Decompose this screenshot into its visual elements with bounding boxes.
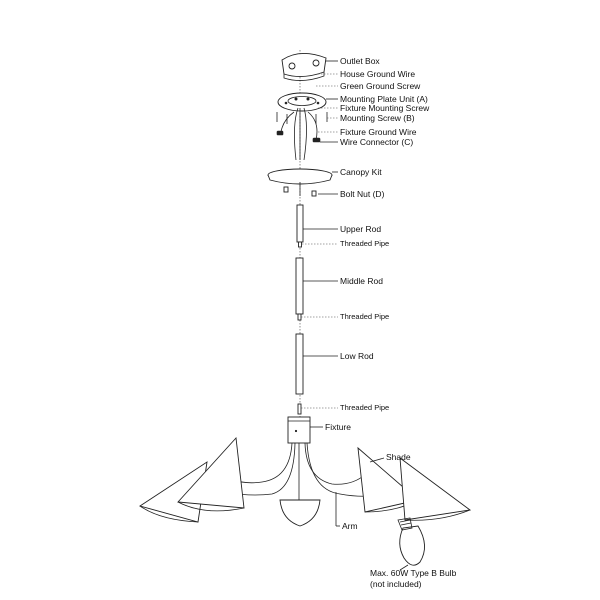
label-mounting-screw-b: Mounting Screw (B) (340, 113, 415, 123)
bulb-note (370, 568, 456, 590)
label-threaded-pipe-1: Threaded Pipe (340, 239, 390, 248)
threaded-pipe-3-part (298, 404, 301, 414)
label-outlet-box: Outlet Box (340, 56, 380, 66)
label-fixture-ground-wire: Fixture Ground Wire (340, 127, 417, 137)
label-low-rod: Low Rod (340, 351, 374, 361)
canopy-kit-part (268, 169, 332, 196)
bulb-part (398, 518, 425, 565)
label-middle-rod: Middle Rod (340, 276, 383, 286)
label-green-ground-screw: Green Ground Screw (340, 81, 421, 91)
label-mounting-plate-unit: Mounting Plate Unit (A) (340, 94, 428, 104)
center-shade-part (280, 500, 320, 526)
label-bolt-nut: Bolt Nut (D) (340, 189, 385, 199)
mounting-plate-part (278, 93, 326, 111)
label-threaded-pipe-3: Threaded Pipe (340, 403, 390, 412)
bulb-note-line2: (not included) (370, 579, 422, 589)
label-shade: Shade (386, 452, 411, 462)
label-fixture-mounting-screw: Fixture Mounting Screw (340, 103, 430, 113)
label-canopy-kit: Canopy Kit (340, 167, 382, 177)
low-rod-part (296, 334, 303, 394)
label-fixture: Fixture (325, 422, 351, 432)
label-upper-rod: Upper Rod (340, 224, 382, 234)
fixture-body-part (288, 417, 310, 443)
wires-and-connectors (277, 108, 320, 160)
shade-right-back (400, 458, 470, 520)
label-house-ground-wire: House Ground Wire (340, 69, 416, 79)
outlet-box-part (282, 53, 326, 80)
bulb-note-line1: Max. 60W Type B Bulb (370, 568, 457, 578)
middle-rod-part (296, 258, 303, 320)
label-wire-connector: Wire Connector (C) (340, 137, 414, 147)
label-threaded-pipe-2: Threaded Pipe (340, 312, 390, 321)
label-arm: Arm (342, 521, 358, 531)
upper-rod-part (297, 205, 303, 247)
